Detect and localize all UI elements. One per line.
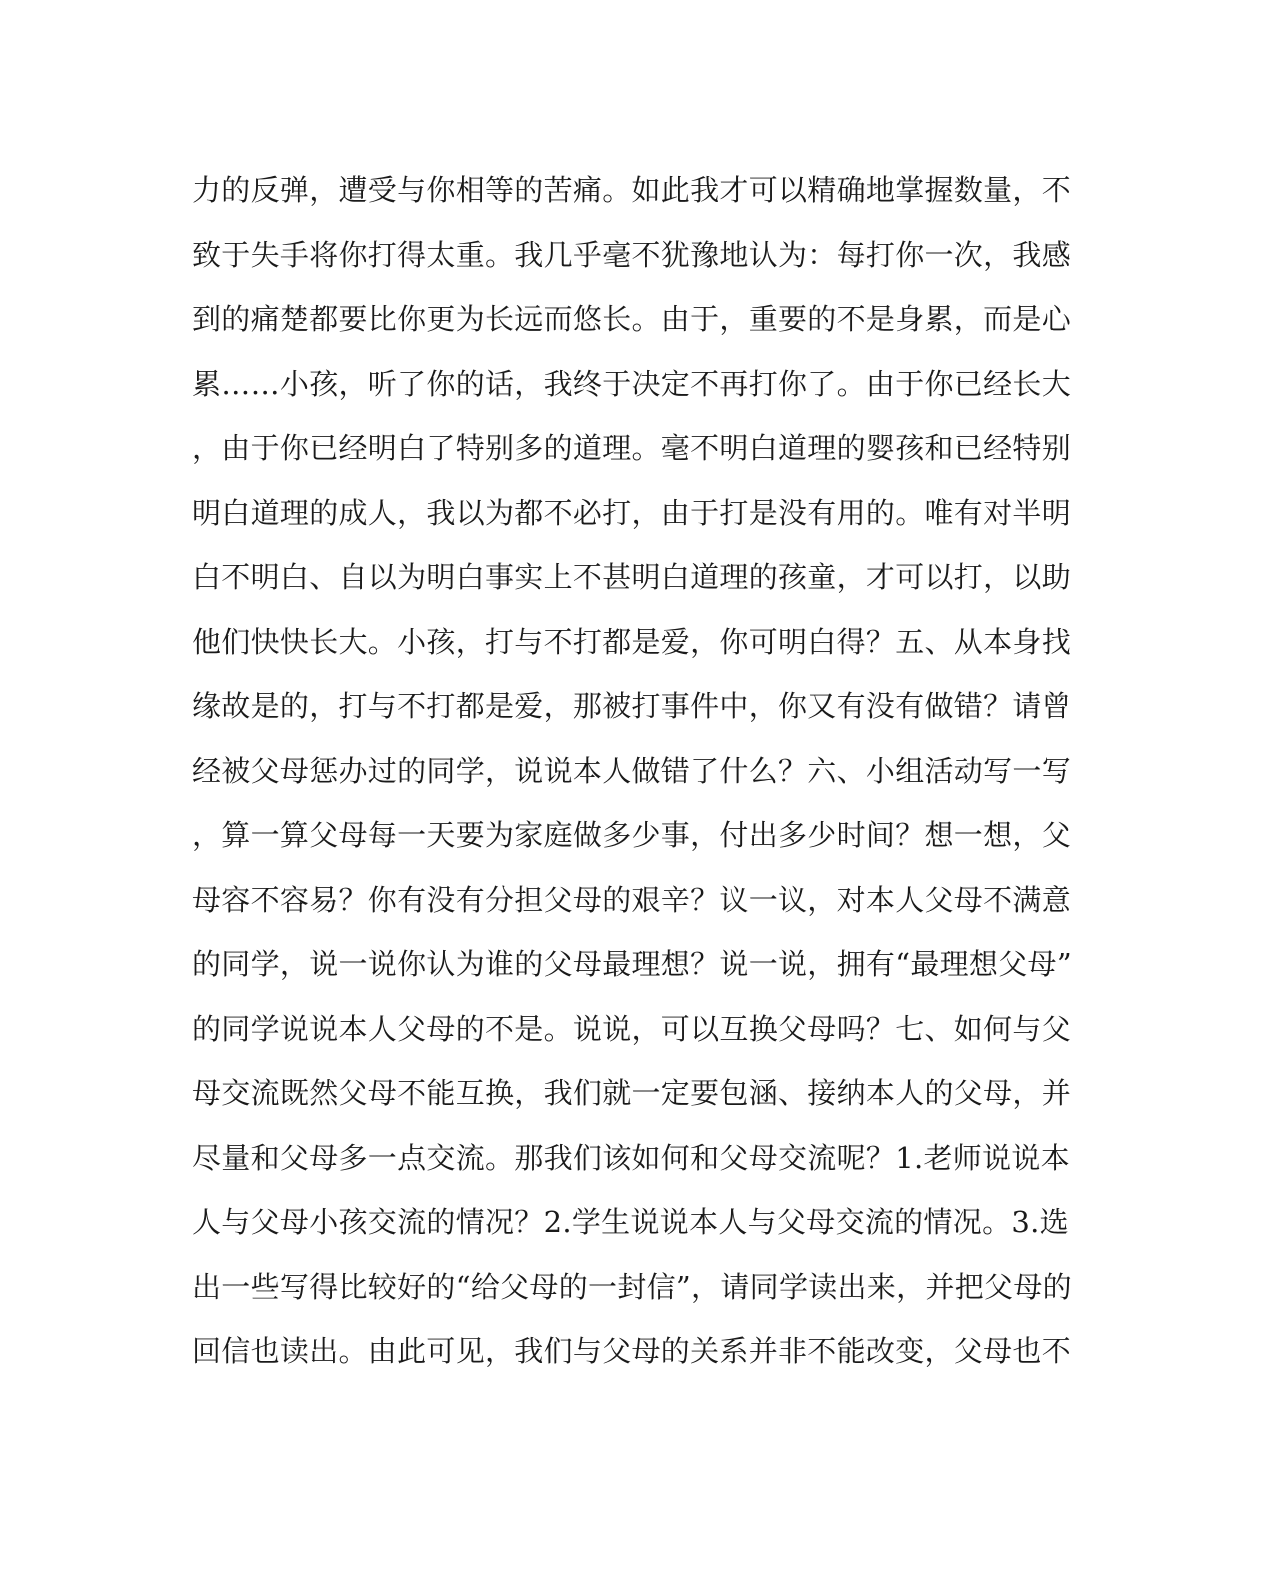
text-line: 缘故是的，打与不打都是爱，那被打事件中，你又有没有做错？请曾 [192,689,1072,723]
text-line: 的同学说说本人父母的不是。说说，可以互换父母吗？七、如何与父 [192,1011,1072,1046]
text-line: 母交流既然父母不能互换，我们就一定要包涵、接纳本人的父母，并 [192,1076,1072,1110]
body-text [192,158,1072,1384]
text-line: 累……小孩，听了你的话，我终于决定不再打你了。由于你已经长大 [192,366,1072,401]
text-line: 力的反弹，遭受与你相等的苦痛。如此我才可以精确地掌握数量，不 [192,173,1072,207]
text-line: 白不明白、自以为明白事实上不甚明白道理的孩童，才可以打，以助 [192,560,1072,594]
text-line: 明白道理的成人，我以为都不必打，由于打是没有用的。唯有对半明 [192,495,1072,530]
text-line: 回信也读出。由此可见，我们与父母的关系并非不能改变，父母也不 [192,1334,1072,1368]
text-line: 致于失手将你打得太重。我几乎毫不犹豫地认为：每打你一次，我感 [192,237,1072,272]
text-line: ，由于你已经明白了特别多的道理。毫不明白道理的婴孩和已经特别 [192,431,1072,465]
text-line: 到的痛楚都要比你更为长远而悠长。由于，重要的不是身累，而是心 [192,302,1072,336]
text-line: 尽量和父母多一点交流。那我们该如何和父母交流呢？1.老师说说本 [192,1140,1070,1175]
text-line: ，算一算父母每一天要为家庭做多少事，付出多少时间？想一想，父 [192,818,1072,852]
text-line: 的同学，说一说你认为谁的父母最理想？说一说，拥有“最理想父母” [192,947,1072,981]
text-line: 人与父母小孩交流的情况？2.学生说说本人与父母交流的情况。3.选 [192,1205,1069,1239]
text-line: 经被父母惩办过的同学，说说本人做错了什么？六、小组活动写一写 [192,753,1072,788]
text-line: 出一些写得比较好的“给父母的一封信”，请同学读出来，并把父母的 [192,1269,1072,1304]
text-line: 他们快快长大。小孩，打与不打都是爱，你可明白得？五、从本身找 [192,624,1072,659]
text-line: 母容不容易？你有没有分担父母的艰辛？议一议，对本人父母不满意 [192,882,1072,917]
